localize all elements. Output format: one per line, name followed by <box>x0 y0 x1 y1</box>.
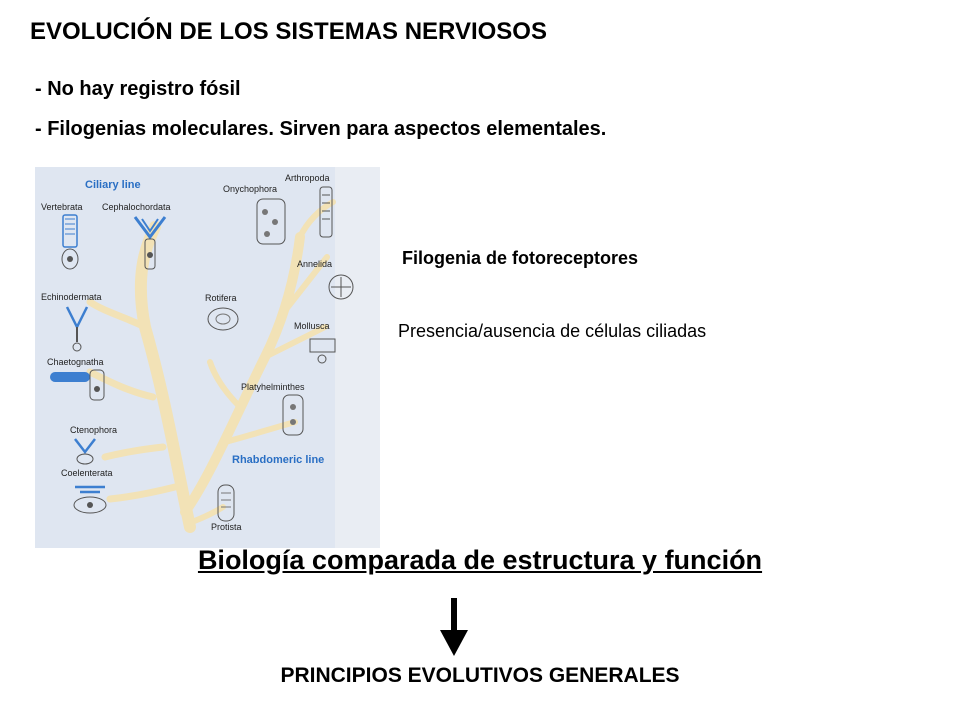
taxon-rotifera: Rotifera <box>205 293 237 303</box>
down-arrow-icon <box>436 598 472 658</box>
taxon-echinodermata: Echinodermata <box>41 292 102 302</box>
taxon-mollusca: Mollusca <box>294 321 330 331</box>
taxon-ctenophora: Ctenophora <box>70 425 118 435</box>
taxon-cephalochordata: Cephalochordata <box>102 202 171 212</box>
taxon-coelenterata: Coelenterata <box>61 468 113 478</box>
bullet-molecular-phylogenies: - Filogenias moleculares. Sirven para aspectos elementales. <box>35 118 607 140</box>
figure-subcaption: Presencia/ausencia de células ciliadas <box>398 321 707 341</box>
taxon-protista: Protista <box>211 522 242 532</box>
rhabdomeric-line-label: Rhabdomeric line <box>232 454 325 466</box>
rhabdomeric-cell-annelida <box>329 275 353 299</box>
taxon-annelida: Annelida <box>297 259 333 269</box>
phylogeny-diagram <box>35 167 380 548</box>
comparative-biology-heading: Biología comparada de estructura y función <box>197 545 763 575</box>
figure-caption: Filogenia de fotoreceptores <box>402 248 639 268</box>
slide-title: EVOLUCIÓN DE LOS SISTEMAS NERVIOSOS <box>30 18 547 45</box>
ciliary-line-label: Ciliary line <box>85 179 141 191</box>
figure-right-margin <box>335 167 380 548</box>
taxon-chaetognatha: Chaetognatha <box>47 357 104 367</box>
photoreceptor-phylogeny-figure <box>35 167 380 548</box>
taxon-vertebrata: Vertebrata <box>41 202 83 212</box>
bullet-no-fossil-record: - No hay registro fósil <box>35 78 241 100</box>
evolutionary-principles-conclusion: PRINCIPIOS EVOLUTIVOS GENERALES <box>280 664 680 687</box>
taxon-arthropoda: Arthropoda <box>285 173 330 183</box>
taxon-onychophora: Onychophora <box>223 184 278 194</box>
taxon-platyhelminthes: Platyhelminthes <box>241 382 305 392</box>
